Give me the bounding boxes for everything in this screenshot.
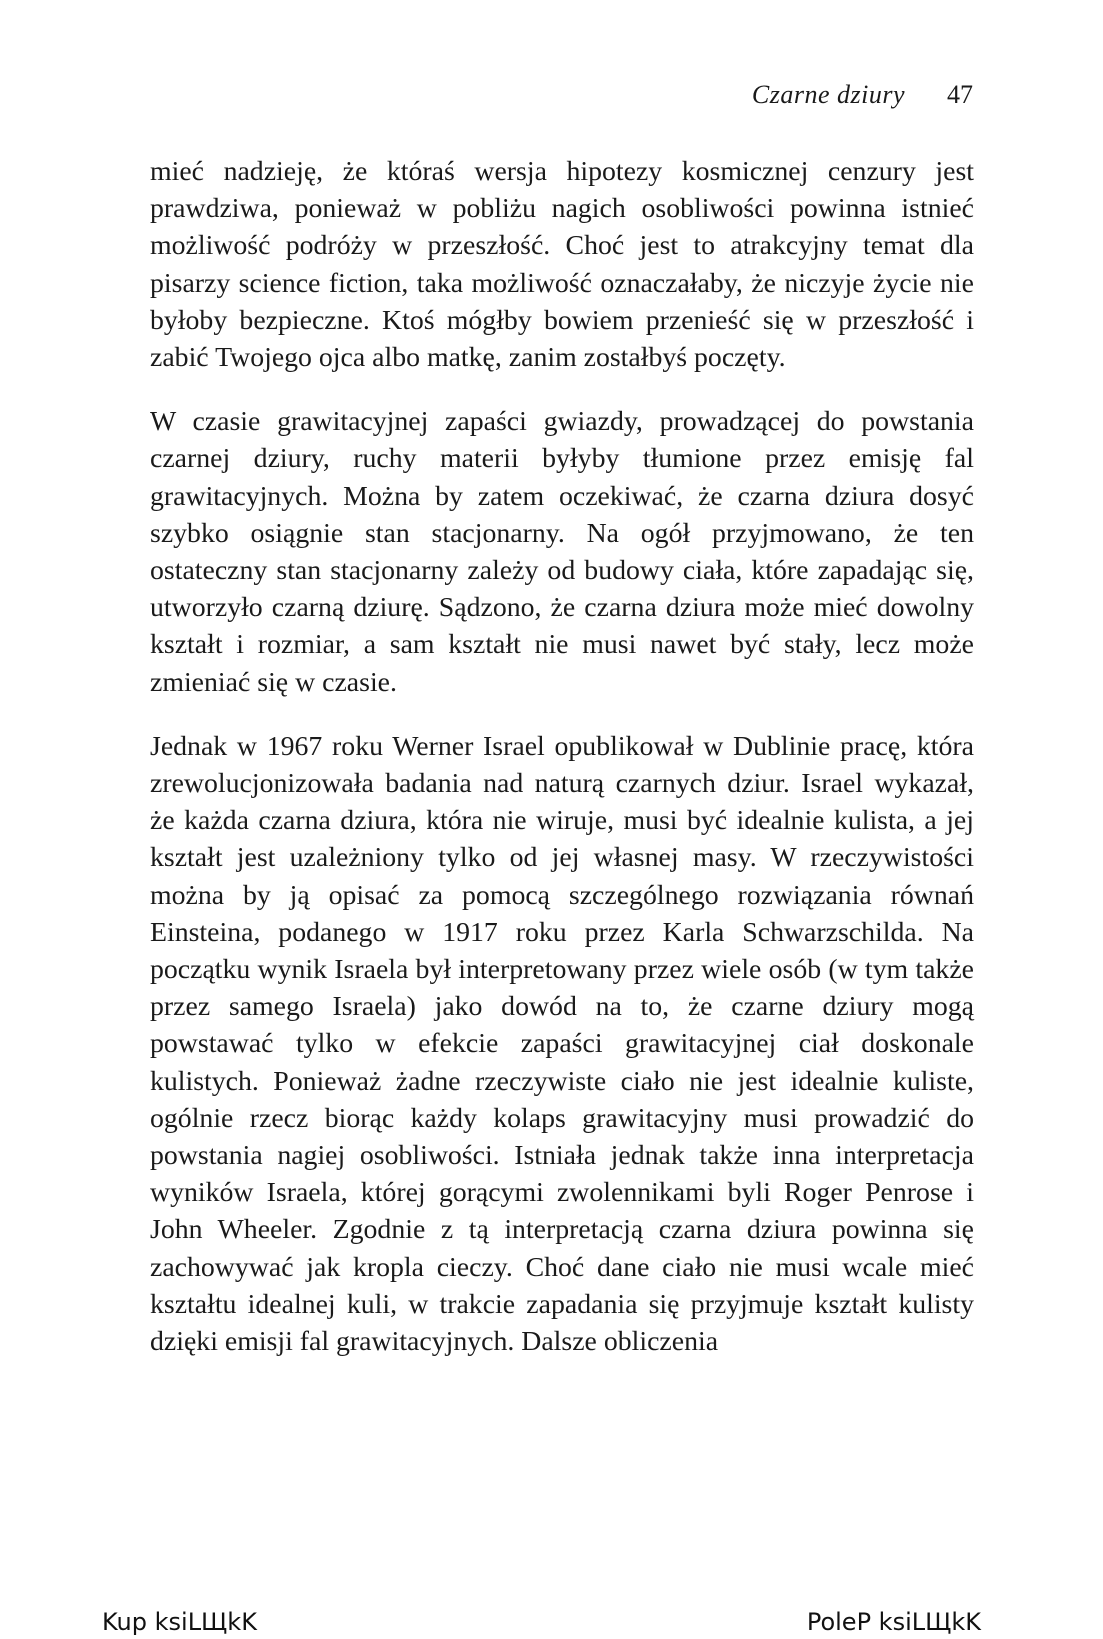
paragraph: mieć nadzieję, że któraś wersja hipotezy kosmicznej cenzury jest prawdziwa, ponieważ w pobliżu nagich osobliwości powinna istnieć możliwość podróży w przeszłość. Choć jest to atrakcyjny temat dla pisarzy science fiction, taka możliwość oznaczałaby, że niczyje życie nie byłoby bezpieczne. Ktoś mógłby bowiem przenieść się w przeszłość i zabić Twojego ojca albo matkę, zanim zostałbyś poczęty. [150, 156, 974, 374]
buy-book-link[interactable]: Kup ksiLЩkK [102, 1608, 257, 1636]
chapter-title: Czarne dziury [751, 80, 905, 109]
running-head [752, 80, 973, 110]
recommend-book-link[interactable]: PoleP ksiLЩkK [806, 1608, 981, 1636]
body-text [150, 153, 974, 1387]
page-number: 47 [947, 80, 973, 109]
paragraph: W czasie grawitacyjnej zapaści gwiazdy, prowadzącej do powstania czarnej dziury, ruchy materii byłyby tłumione przez emisję fal grawitacyjnych. Można by zatem oczekiwać, że czarna dziura dosyć szybko osiągnie stan stacjonarny. Na ogół przyjmowano, że ten ostateczny stan stacjonarny zależy od budowy ciała, które zapadając się, utworzyło czarną dziurę. Sądzono, że czarna dziura może mieć dowolny kształt i rozmiar, a sam kształt nie musi nawet być stały, lecz może zmieniać się w czasie. [150, 406, 974, 698]
paragraph: Jednak w 1967 roku Werner Israel opublikował w Dublinie pracę, która zrewolucjonizowała badania nad naturą czarnych dziur. Israel wykazał, że każda czarna dziura, która nie wiruje, musi być idealnie kulista, a jej kształt jest uzależniony tylko od jej własnej masy. W rzeczywistości można by ją opisać za pomocą szczególnego rozwiązania równań Einsteina, podanego w 1917 roku przez Karla Schwarzschilda. Na początku wynik Israela był interpretowany przez wiele osób (w tym także przez samego Israela) jako dowód na to, że czarne dziury mogą powstawać tylko w efekcie zapaści grawitacyjnej ciał doskonale kulistych. Ponieważ żadne rzeczywiste ciało nie jest idealnie kuliste, ogólnie rzecz biorąc każdy kolaps grawitacyjny musi prowadzić do powstania nagiej osobliwości. Istniała jednak także inna interpretacja wyników Israela, której gorącymi zwolennikami byli Roger Penrose i John Wheeler. Zgodnie z tą interpretacją czarna dziura powinna się zachowywać jak kropla cieczy. Choć dane ciało nie musi wcale mieć kształtu idealnej kuli, w trakcie zapadania się przyjmuje kształt kulisty dzięki emisji fal grawitacyjnych. Dalsze obliczenia [150, 730, 974, 1358]
